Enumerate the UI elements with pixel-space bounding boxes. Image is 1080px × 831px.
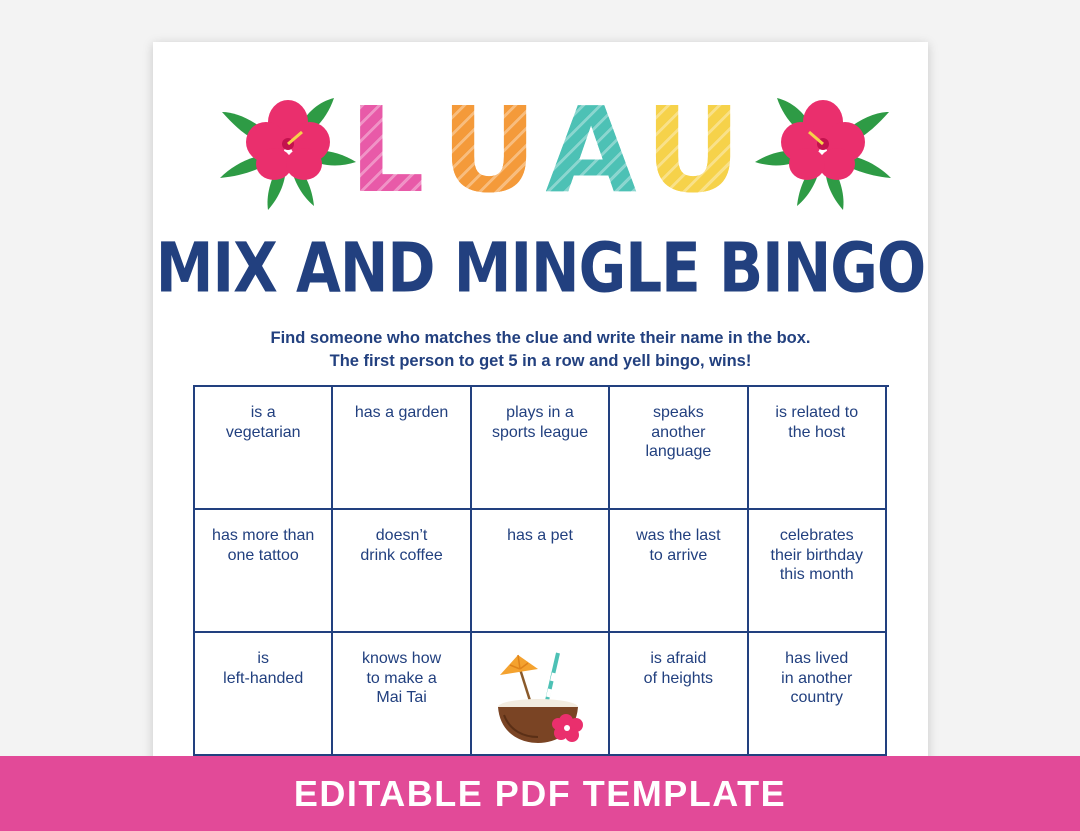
bingo-cell[interactable]: celebrates their birthday this month [749,510,887,633]
bingo-cell[interactable]: plays in a sports league [472,387,610,510]
bingo-cell[interactable]: speaks another language [610,387,748,510]
hibiscus-right-icon [751,92,893,212]
promo-banner [0,756,1080,831]
instructions-line-2: The first person to get 5 in a row and yell bingo, wins! [329,352,752,370]
page-title: MIX AND MINGLE BINGO [155,228,926,309]
bingo-cell[interactable]: doesn’t drink coffee [333,510,471,633]
logo-letter-l: L [338,98,436,202]
instructions-line-1: Find someone who matches the clue and write their name in the box. [270,329,811,347]
logo-letter-u: U [645,81,741,219]
coconut-drink-icon [490,645,594,745]
banner-text: EDITABLE PDF TEMPLATE [293,772,787,814]
luau-word [338,81,744,219]
logo-letter-u: U [441,81,537,219]
bingo-cell[interactable]: has a pet [472,510,610,633]
bingo-free-space[interactable] [472,633,610,756]
bingo-cell[interactable]: is left-handed [195,633,333,756]
bingo-cell[interactable]: has lived in another country [749,633,887,756]
luau-logo [218,81,863,219]
bingo-grid [193,385,889,756]
bingo-cell[interactable]: is related to the host [749,387,887,510]
instructions [153,327,928,373]
bingo-cell[interactable]: knows how to make a Mai Tai [333,633,471,756]
bingo-cell[interactable]: has a garden [333,387,471,510]
bingo-cell[interactable]: is afraid of heights [610,633,748,756]
bingo-cell[interactable]: was the last to arrive [610,510,748,633]
bingo-cell[interactable]: is a vegetarian [195,387,333,510]
bingo-cell[interactable]: has more than one tattoo [195,510,333,633]
logo-letter-a: A [542,98,640,202]
